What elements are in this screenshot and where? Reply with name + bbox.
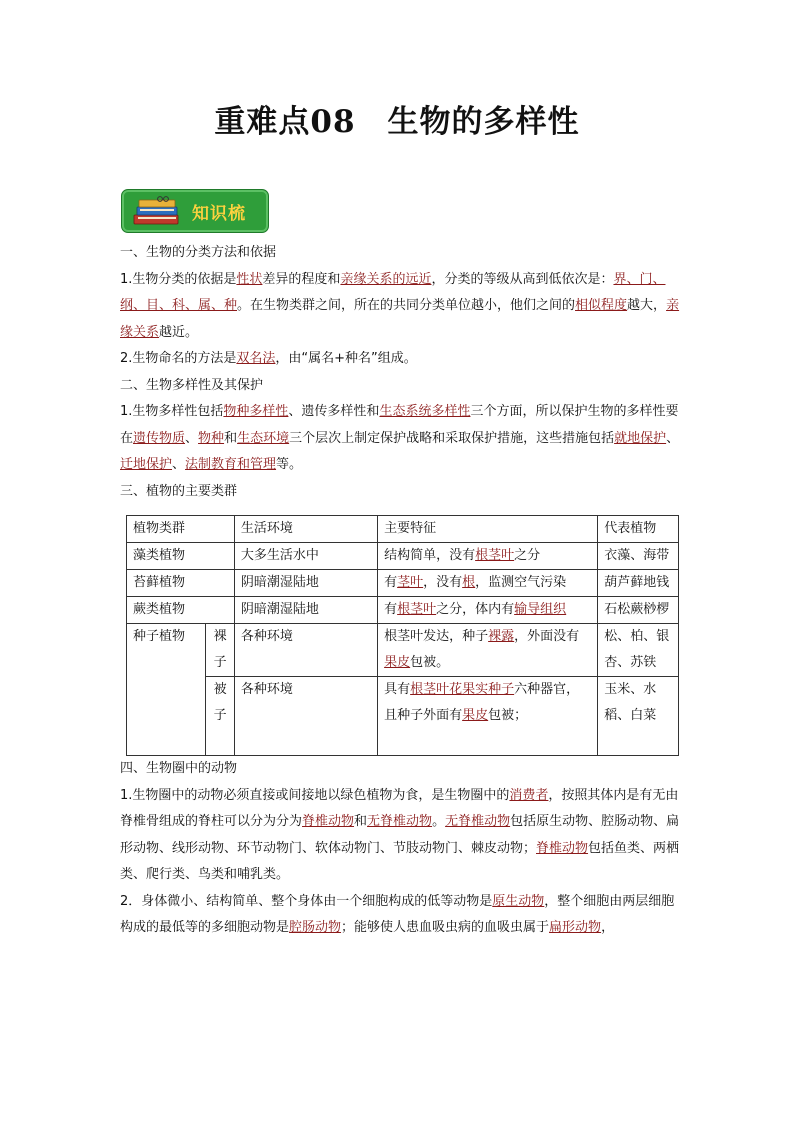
table-cell bbox=[378, 624, 598, 677]
table-header-row bbox=[127, 516, 679, 543]
key-term: 根茎叶 bbox=[397, 602, 437, 617]
text-run: 包被。 bbox=[410, 655, 450, 670]
section-1-para-2 bbox=[120, 346, 680, 373]
text-run: 包括原生动物、腔肠动物、扁形动物、线形动物、环节动物门、软体动物门、节肢动物门、棘皮动物； bbox=[120, 814, 680, 856]
text-run: 之分，体内有 bbox=[436, 602, 515, 617]
text-run: 三个层次上制定保护战略和采取保护措施，这些措施包括 bbox=[289, 430, 615, 446]
section-4-para-1 bbox=[120, 783, 680, 889]
key-term: 原生动物 bbox=[492, 893, 545, 909]
key-term: 物种多样性 bbox=[223, 404, 289, 419]
table-row bbox=[127, 570, 679, 597]
text-run: 越大， bbox=[627, 298, 667, 313]
key-term: 消费者 bbox=[509, 787, 549, 803]
text-run: 1.生物圈中的动物必须直接或间接地以绿色植物为食，是生物圈中的 bbox=[120, 787, 510, 803]
key-term: 迁地保护 bbox=[120, 457, 173, 472]
table-cell: 种子植物 bbox=[127, 624, 206, 756]
text-run: 之分 bbox=[514, 548, 541, 563]
table-header-cell: 主要特征 bbox=[378, 516, 598, 543]
text-run: 具有 bbox=[384, 682, 411, 697]
text-run: 三个方面，所以保护生物的多样性要在 bbox=[120, 404, 679, 446]
text-run: 包被； bbox=[488, 708, 528, 723]
key-term: 根 bbox=[462, 575, 476, 590]
text-run: 、 bbox=[185, 430, 199, 446]
document-body bbox=[120, 240, 680, 942]
table-cell: 阴暗潮湿陆地 bbox=[234, 570, 377, 597]
section-1-para-1 bbox=[120, 267, 680, 347]
text-run: ，没有 bbox=[423, 575, 463, 590]
table-cell: 石松蕨桫椤 bbox=[598, 597, 679, 624]
text-run: 根茎叶发达，种子 bbox=[384, 629, 489, 644]
table-header-cell: 代表植物 bbox=[598, 516, 679, 543]
table-cell: 各种环境 bbox=[234, 624, 377, 677]
section-2-heading: 二、生物多样性及其保护 bbox=[120, 377, 264, 393]
text-run: ，由“属名+种名”组成。 bbox=[275, 351, 417, 366]
key-term: 双名法 bbox=[236, 351, 276, 366]
books-icon bbox=[130, 196, 182, 226]
key-term: 脊椎动物 bbox=[536, 840, 589, 856]
text-run: 和 bbox=[354, 814, 368, 829]
key-term: 亲缘关系的远近 bbox=[340, 271, 432, 287]
text-run: 1.生物分类的依据是 bbox=[120, 271, 237, 287]
text-run: ；能够使人患血吸虫病的血吸虫属于 bbox=[341, 920, 550, 935]
knowledge-badge bbox=[121, 189, 269, 233]
key-term: 遗传物质 bbox=[133, 430, 186, 446]
text-run: ，分类的等级从高到低依次是： bbox=[431, 271, 614, 287]
key-term: 界、门、纲、目、科、属、种 bbox=[120, 271, 666, 313]
table-cell: 阴暗潮湿陆地 bbox=[234, 597, 377, 624]
key-term: 脊椎动物 bbox=[302, 814, 355, 829]
key-term: 生态环境 bbox=[237, 430, 290, 446]
key-term: 果皮 bbox=[462, 708, 489, 723]
text-run: 有 bbox=[384, 602, 398, 617]
text-run: 越近。 bbox=[159, 324, 199, 340]
key-term: 输导组织 bbox=[514, 602, 567, 617]
text-run: 结构简单，没有 bbox=[384, 548, 476, 563]
table-cell bbox=[378, 543, 598, 570]
table-cell: 蕨类植物 bbox=[127, 597, 235, 624]
text-run: 六种器官，且种子外面有 bbox=[384, 682, 580, 723]
text-run: 差异的程度和 bbox=[262, 271, 341, 287]
key-term: 生态系统多样性 bbox=[379, 404, 471, 419]
table-cell: 玉米、水稻、白菜 bbox=[598, 677, 679, 756]
key-term: 就地保护 bbox=[614, 430, 667, 446]
section-3-heading: 三、植物的主要类群 bbox=[120, 483, 238, 499]
badge-label: 知识梳 bbox=[192, 204, 246, 224]
key-term: 裸露 bbox=[488, 629, 515, 644]
key-term: 果皮 bbox=[384, 655, 411, 670]
table-cell: 衣藻、海带 bbox=[598, 543, 679, 570]
table-header-cell: 植物类群 bbox=[127, 516, 235, 543]
table-row bbox=[127, 597, 679, 624]
text-run: 有 bbox=[384, 575, 398, 590]
table-cell: 被子 bbox=[206, 677, 235, 756]
table-cell: 藻类植物 bbox=[127, 543, 235, 570]
table-cell bbox=[378, 597, 598, 624]
table-cell: 苔藓植物 bbox=[127, 570, 235, 597]
text-run: 、 bbox=[172, 457, 186, 472]
table-row bbox=[127, 677, 679, 756]
key-term: 扁形动物 bbox=[549, 920, 602, 935]
table-cell: 大多生活水中 bbox=[234, 543, 377, 570]
text-run: 、 bbox=[666, 430, 680, 446]
text-run: ，监测空气污染 bbox=[475, 575, 567, 590]
key-term: 亲缘关系 bbox=[120, 298, 680, 340]
table-row bbox=[127, 543, 679, 570]
table-cell: 各种环境 bbox=[234, 677, 377, 756]
text-run: 1.生物多样性包括 bbox=[120, 404, 224, 419]
page-title: 重难点08 生物的多样性 bbox=[214, 104, 580, 140]
text-run: 。在生物类群之间，所在的共同分类单位越小，他们之间的 bbox=[237, 298, 576, 313]
table-cell: 松、柏、银杏、苏铁 bbox=[598, 624, 679, 677]
key-term: 物种 bbox=[198, 430, 225, 446]
key-term: 相似程度 bbox=[575, 298, 628, 313]
key-term: 根茎叶 bbox=[475, 548, 515, 563]
table-cell bbox=[378, 570, 598, 597]
key-term: 无脊椎动物 bbox=[367, 814, 433, 829]
table-cell bbox=[378, 677, 598, 756]
text-run: ，按照其体内是有无由脊椎骨组成的脊柱可以分为分为 bbox=[120, 787, 679, 829]
section-1-heading: 一、生物的分类方法和依据 bbox=[120, 245, 277, 260]
table-row bbox=[127, 624, 679, 677]
text-run: 等。 bbox=[276, 457, 303, 472]
text-run: 。 bbox=[432, 814, 446, 829]
text-run: 2．身体微小、结构简单、整个身体由一个细胞构成的低等动物是 bbox=[120, 893, 493, 909]
key-term: 腔肠动物 bbox=[289, 920, 342, 935]
table-header-cell: 生活环境 bbox=[234, 516, 377, 543]
key-term: 性状 bbox=[236, 271, 263, 287]
table-cell: 葫芦藓地钱 bbox=[598, 570, 679, 597]
text-run: ， bbox=[601, 920, 615, 935]
section-4-para-2 bbox=[120, 889, 680, 942]
text-run: 、遗传多样性和 bbox=[288, 404, 380, 419]
section-2-para-1 bbox=[120, 399, 680, 479]
key-term: 茎叶 bbox=[397, 575, 424, 590]
text-run: 包括鱼类、两栖类、爬行类、鸟类和哺乳类。 bbox=[120, 840, 680, 882]
text-run: 和 bbox=[224, 430, 238, 446]
text-run: ，整个细胞由两层细胞构成的最低等的多细胞动物是 bbox=[120, 893, 675, 935]
text-run: ，外面没有 bbox=[514, 629, 580, 644]
text-run: 2.生物命名的方法是 bbox=[120, 351, 237, 366]
table-cell: 裸子 bbox=[206, 624, 235, 677]
key-term: 法制教育和管理 bbox=[185, 457, 277, 472]
key-term: 无脊椎动物 bbox=[445, 814, 511, 829]
key-term: 根茎叶花果实种子 bbox=[410, 682, 515, 697]
plant-groups-table bbox=[126, 515, 679, 756]
section-4-heading: 四、生物圈中的动物 bbox=[120, 761, 238, 776]
